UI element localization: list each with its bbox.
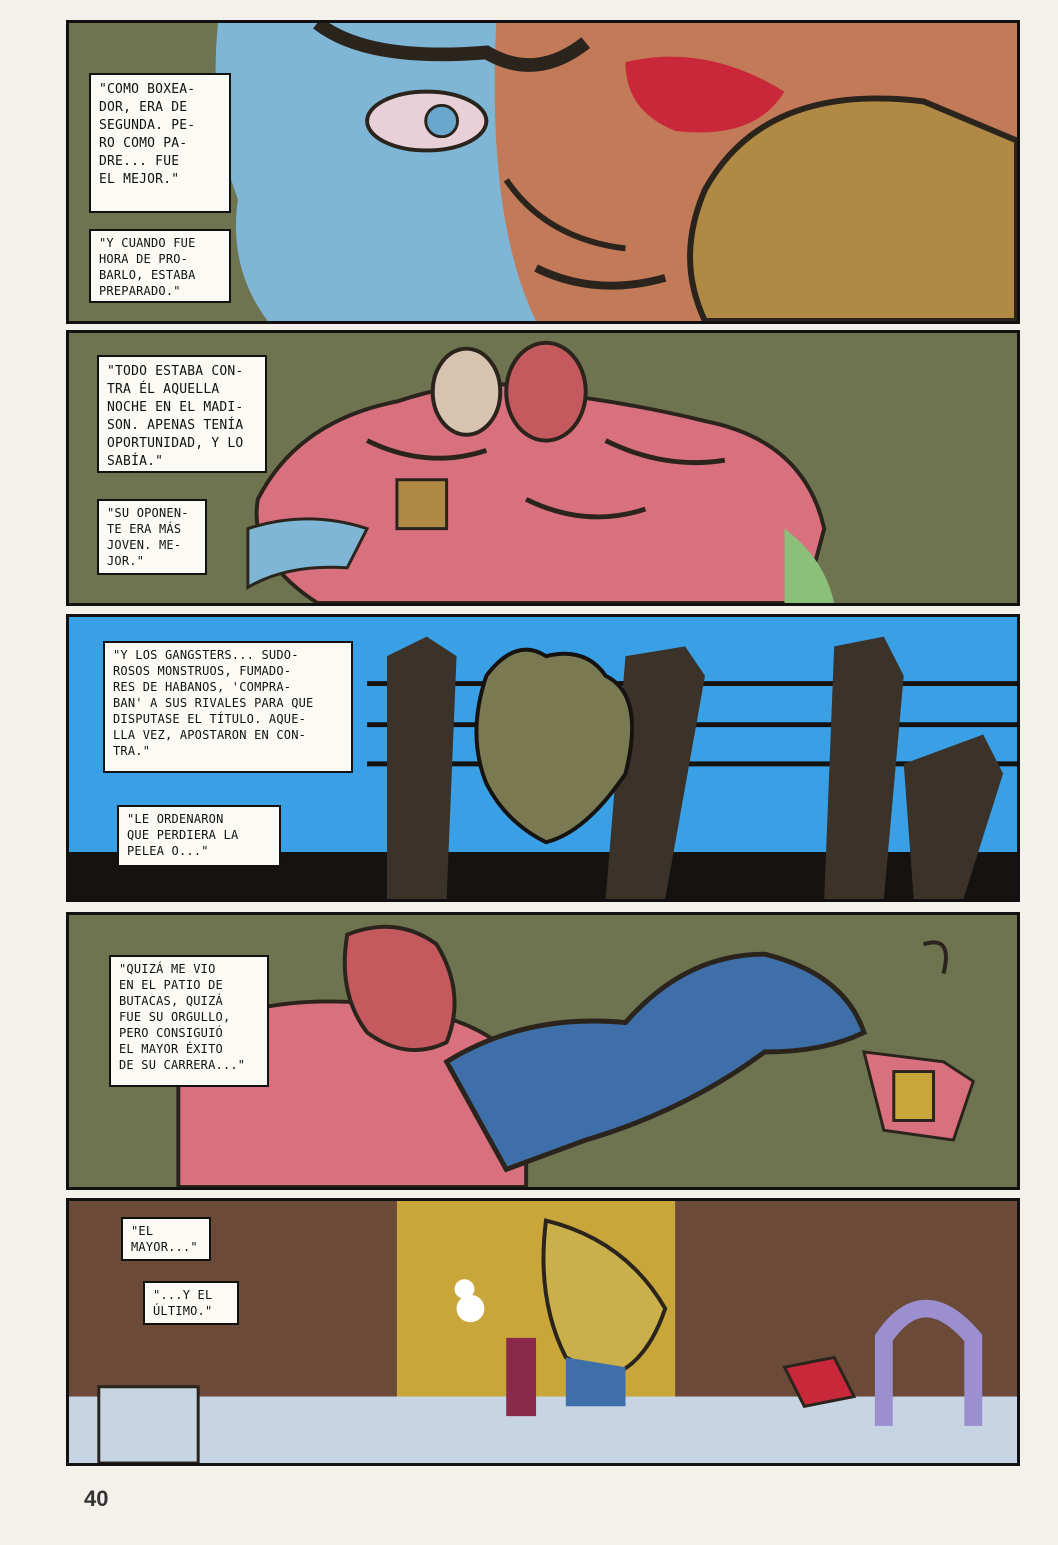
caption-and-the-last: "...Y EL ÚLTIMO." — [143, 1281, 239, 1325]
caption-younger-opponent: "SU OPONEN- TE ERA MÁS JOVEN. ME- JOR." — [97, 499, 207, 575]
panel-closeup-boxer — [66, 20, 1020, 324]
page-number: 40 — [84, 1486, 109, 1511]
panel-alley — [66, 1198, 1020, 1466]
alley-illustration — [69, 1201, 1017, 1463]
caption-madison-night: "TODO ESTABA CON- TRA ÉL AQUELLA NOCHE EN EL MADI- SON. APENAS TENÍA OPORTUNIDAD, Y LO SABÍA." — [97, 355, 267, 473]
caption-the-greatest: "EL MAYOR..." — [121, 1217, 211, 1261]
caption-boxer-intro: "COMO BOXEA- DOR, ERA DE SEGUNDA. PE- RO COMO PA- DRE... FUE EL MEJOR." — [89, 73, 231, 213]
caption-ordered-to-lose: "LE ORDENARON QUE PERDIERA LA PELEA O..." — [117, 805, 281, 867]
panel-knockout — [66, 912, 1020, 1190]
panel-ring-silhouette — [66, 614, 1020, 902]
caption-gangsters: "Y LOS GANGSTERS... SUDO- ROSOS MONSTRUOS, FUMADO- RES DE HABANOS, 'COMPRA- BAN' A SUS RIVALES PARA QUE DISPUTASE EL TÍTULO. AQUE- LLA VEZ, APOSTARON EN CON- TRA." — [103, 641, 353, 773]
caption-ready: "Y CUANDO FUE HORA DE PRO- BARLO, ESTABA PREPARADO." — [89, 229, 231, 303]
caption-greatest-success: "QUIZÁ ME VIO EN EL PATIO DE BUTACAS, QUIZÁ FUE SU ORGULLO, PERO CONSIGUIÓ EL MAYOR ÉXITO DE SU CARRERA..." — [109, 955, 269, 1087]
panel-clinch — [66, 330, 1020, 606]
